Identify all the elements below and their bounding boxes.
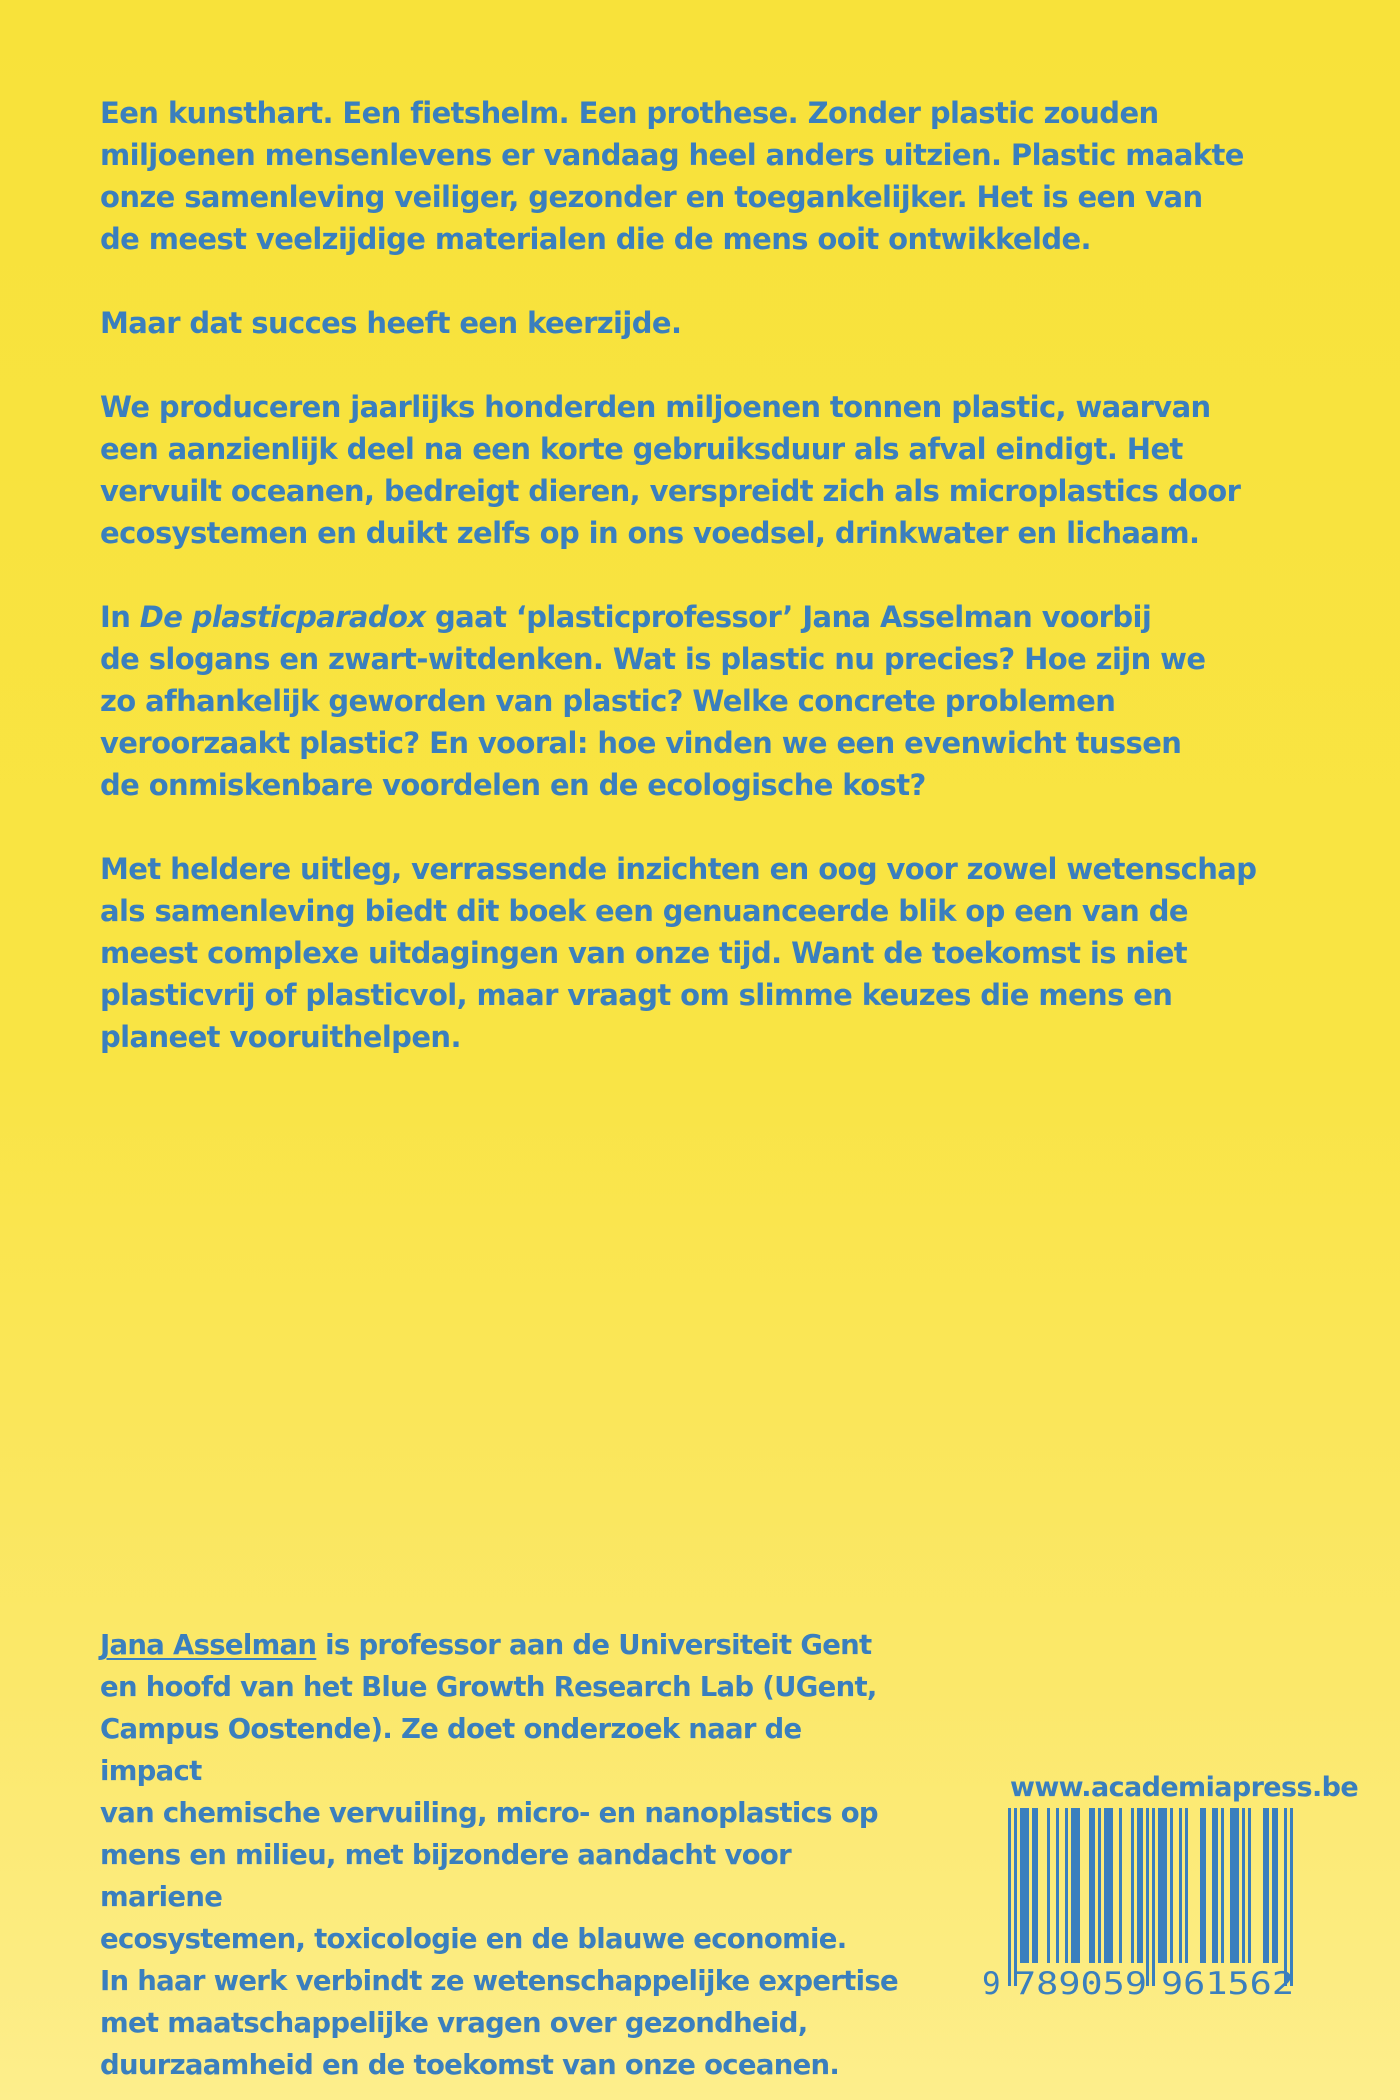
blurb-line: We produceren jaarlijks honderden miljoenen tonnen plastic, waarvan <box>100 390 1211 424</box>
blurb-paragraph-intro <box>100 92 1280 260</box>
barcode-bar <box>1158 1808 1161 1963</box>
barcode-bar <box>1290 1808 1293 1986</box>
barcode-bar <box>1221 1808 1224 1963</box>
barcode-bar <box>1098 1808 1101 1963</box>
bio-line: met maatschappelijke vragen over gezondheid, <box>100 2007 808 2039</box>
barcode-bar <box>1275 1808 1278 1963</box>
blurb-line: plasticvrij of plasticvol, maar vraagt om slimme keuzes die mens en <box>100 978 1173 1012</box>
barcode-bar <box>1170 1808 1173 1963</box>
blurb-line: de onmiskenbare voordelen en de ecologische kost? <box>100 768 926 802</box>
barcode-bar <box>1137 1808 1140 1963</box>
barcode-bar <box>1263 1808 1266 1963</box>
barcode-bar <box>1023 1808 1026 1963</box>
blurb-line: Maar dat succes heeft een keerzijde. <box>100 306 682 340</box>
blurb-line: Met heldere uitleg, verrassende inzichten en oog voor zowel wetenschap <box>100 852 1257 886</box>
bio-line: en hoofd van het Blue Growth Research Lab (UGent, <box>100 1671 877 1703</box>
barcode-bar <box>1140 1808 1143 1963</box>
barcode-bar <box>1119 1808 1122 1963</box>
bio-line: Campus Oostende). Ze doet onderzoek naar de impact <box>100 1713 802 1787</box>
barcode-bar <box>1200 1808 1203 1963</box>
barcode-bar <box>1110 1808 1113 1963</box>
blurb-paragraph-book <box>100 596 1280 806</box>
blurb-line: ecosystemen en duikt zelfs op in ons voedsel, drinkwater en lichaam. <box>100 516 1200 550</box>
barcode-graphic <box>978 1808 1328 2000</box>
back-cover-blurb <box>100 92 1280 1100</box>
bio-line: is professor aan de Universiteit Gent <box>316 1629 872 1661</box>
barcode-bar <box>1272 1808 1275 1963</box>
book-title: De plasticparadox <box>139 600 426 634</box>
barcode-bar <box>1077 1808 1080 1963</box>
blurb-line: onze samenleving veiliger, gezonder en toegankelijker. Het is een van <box>100 180 1203 214</box>
blurb-line: zo afhankelijk geworden van plastic? Welke concrete problemen <box>100 684 1116 718</box>
blurb-paragraph-problem <box>100 386 1280 554</box>
barcode-bar <box>1104 1808 1107 1963</box>
author-bio <box>100 1624 900 2086</box>
barcode-bar <box>1026 1808 1029 1963</box>
bio-line: In haar werk verbindt ze wetenschappelijke expertise <box>100 1965 898 1997</box>
barcode-bar <box>1179 1808 1182 1963</box>
bio-line: ecosystemen, toxicologie en de blauwe economie. <box>100 1923 847 1955</box>
barcode-bar <box>1146 1808 1149 1986</box>
barcode-bar <box>1230 1808 1233 1963</box>
barcode-bar <box>1131 1808 1134 1963</box>
blurb-line: miljoenen mensenlevens er vandaag heel anders uitzien. Plastic maakte <box>100 138 1244 172</box>
author-name: Jana Asselman <box>100 1629 317 1661</box>
barcode-bar <box>1032 1808 1035 1963</box>
blurb-paragraph-closing <box>100 848 1280 1058</box>
barcode-bar <box>1092 1808 1095 1963</box>
barcode-bar <box>1152 1808 1155 1986</box>
barcode-bar <box>1089 1808 1092 1963</box>
barcode-bar <box>1248 1808 1251 1963</box>
publisher-url[interactable]: www.academiapress.be <box>1010 1772 1359 1803</box>
barcode-bar <box>1236 1808 1239 1963</box>
barcode-bar <box>1161 1808 1164 1963</box>
blurb-line: de slogans en zwart-witdenken. Wat is plastic nu precies? Hoe zijn we <box>100 642 1206 676</box>
blurb-line: vervuilt oceanen, bedreigt dieren, verspreidt zich als microplastics door <box>100 474 1241 508</box>
barcode-bar <box>1008 1808 1011 1986</box>
barcode-bars <box>1008 1808 1293 1986</box>
barcode-bar <box>1233 1808 1236 1963</box>
blurb-line: In <box>100 600 140 634</box>
isbn-barcode <box>978 1808 1328 2000</box>
barcode-lead-digit: 9 <box>982 1966 1001 2000</box>
barcode-bar <box>1071 1808 1074 1963</box>
barcode-bar <box>1284 1808 1287 1986</box>
bio-line: mens en milieu, met bijzondere aandacht voor mariene <box>100 1839 791 1913</box>
barcode-bar <box>1266 1808 1269 1963</box>
barcode-bar <box>1056 1808 1059 1963</box>
bio-line: duurzaamheid en de toekomst van onze oceanen. <box>100 2049 840 2081</box>
bio-line: van chemische vervuiling, micro- en nanoplastics op <box>100 1797 878 1829</box>
barcode-right-digits: 961562 <box>1161 1966 1294 2000</box>
barcode-bar <box>1107 1808 1110 1963</box>
barcode-bar <box>1065 1808 1068 1963</box>
barcode-bar <box>1203 1808 1206 1963</box>
barcode-bar <box>1212 1808 1215 1963</box>
blurb-line: de meest veelzijdige materialen die de mens ooit ontwikkelde. <box>100 222 1091 256</box>
barcode-bar <box>1035 1808 1038 1963</box>
blurb-line: meest complexe uitdagingen van onze tijd. Want de toekomst is niet <box>100 936 1188 970</box>
blurb-line: als samenleving biedt dit boek een genuanceerde blik op een van de <box>100 894 1188 928</box>
barcode-bar <box>1047 1808 1050 1963</box>
blurb-line: Een kunsthart. Een fietshelm. Een prothese. Zonder plastic zouden <box>100 96 1159 130</box>
blurb-paragraph-turn <box>100 302 1280 344</box>
barcode-left-digits: 789059 <box>1014 1966 1147 2000</box>
barcode-bar <box>1074 1808 1077 1963</box>
barcode-bar <box>1215 1808 1218 1963</box>
blurb-line: een aanzienlijk deel na een korte gebruiksduur als afval eindigt. Het <box>100 432 1183 466</box>
blurb-line: planeet vooruithelpen. <box>100 1020 461 1054</box>
barcode-bar <box>1164 1808 1167 1963</box>
barcode-bar <box>1020 1808 1023 1963</box>
barcode-bar <box>1242 1808 1245 1963</box>
blurb-line: veroorzaakt plastic? En vooral: hoe vinden we een evenwicht tussen <box>100 726 1182 760</box>
barcode-bar <box>1185 1808 1188 1963</box>
barcode-bar <box>1014 1808 1017 1986</box>
blurb-line: gaat ‘plasticprofessor’ Jana Asselman voorbij <box>425 600 1152 634</box>
